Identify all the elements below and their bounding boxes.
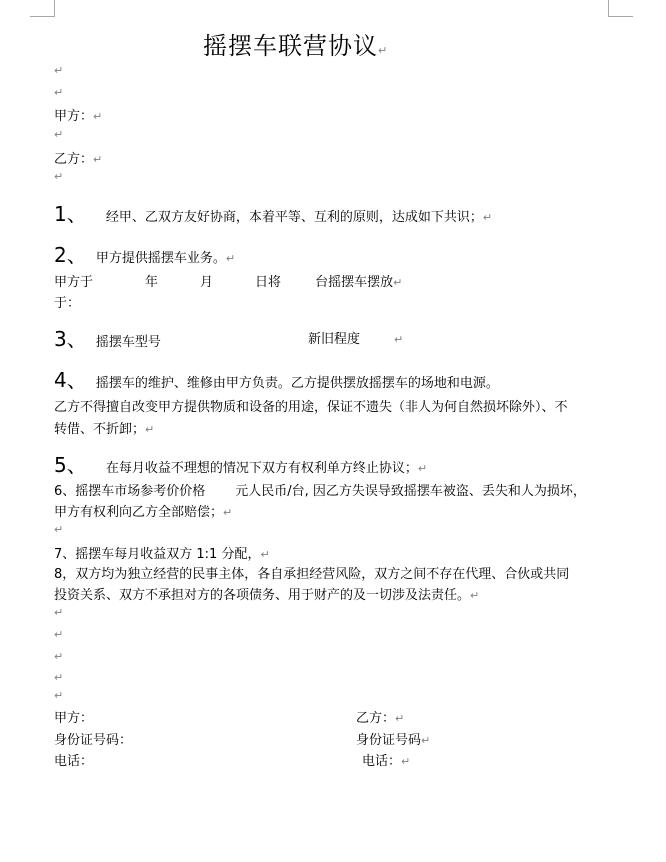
signature-phone-a: [54, 750, 93, 769]
paragraph-mark-icon: ↵: [54, 86, 64, 99]
clause-8-text-2: 投资关系、双方不承担对方的各项债务、用于财产的及一切涉及法责任。: [54, 588, 471, 603]
party-a-label: 甲方：: [54, 109, 94, 124]
clause-2-fill-text: 年: [145, 275, 159, 290]
party-b-line: [54, 148, 102, 167]
clause-2: [54, 239, 235, 268]
clause-6-text: 元人民币/台, 因乙方失误导致摇摆车被盗、丢失和人为损坏，: [235, 484, 586, 499]
clause-7-text: 7、摇摆车每月收益双方 1:1 分配，: [54, 547, 261, 562]
clause-2-text: 甲方提供摇摆车业务。: [95, 251, 226, 266]
clause-8: [54, 563, 569, 582]
clause-6: [54, 480, 586, 499]
clause-6-line-2: [54, 501, 232, 520]
clause-1-number: 1、: [54, 202, 87, 226]
clause-4: [54, 364, 499, 393]
page-corner-mark-right: [608, 0, 633, 17]
party-b-label: 乙方：: [54, 152, 94, 167]
paragraph-mark-icon: ↵: [93, 110, 103, 123]
paragraph-mark-icon: ↵: [395, 712, 405, 725]
paragraph-mark-icon: ↵: [470, 589, 480, 602]
document-title: [203, 26, 388, 61]
clause-6-text: 6、摇摆车市场参考价价格: [54, 484, 206, 499]
signature-party-a: [54, 707, 93, 726]
party-a-line: [54, 105, 102, 124]
clause-4-text: 摇摆车的维护、维修由甲方负责。乙方提供摆放摇摆车的场地和电源。: [95, 376, 499, 391]
clause-2-line-3: [54, 292, 80, 311]
clause-2-fill-text: 台摇摆车摆放: [315, 275, 394, 290]
paragraph-mark-icon: ↵: [54, 523, 64, 536]
signature-phone-b: [362, 750, 410, 769]
signature-id-a: [54, 729, 132, 748]
paragraph-mark-icon: ↵: [54, 170, 64, 183]
clause-3-text: 摇摆车型号: [95, 335, 161, 350]
paragraph-mark-icon: ↵: [54, 606, 64, 619]
clause-4-line-3: [54, 418, 154, 437]
signature-phone-a-label: 电话：: [54, 754, 94, 769]
clause-3: [54, 323, 161, 352]
clause-2-fill-text: 月: [200, 275, 214, 290]
signature-id-b: [356, 729, 430, 748]
clause-4-number: 4、: [54, 368, 87, 392]
clause-2-line-2: [54, 271, 402, 290]
clause-5-text: 在每月收益不理想的情况下双方有权利单方终止协议；: [105, 461, 418, 476]
signature-id-b-label: 身份证号码: [356, 733, 422, 748]
signature-party-b: [356, 707, 404, 726]
paragraph-mark-icon: ↵: [145, 423, 155, 436]
clause-8-line-2: [54, 584, 479, 603]
paragraph-mark-icon: ↵: [93, 153, 103, 166]
paragraph-mark-icon: ↵: [378, 44, 389, 57]
clause-4-text-2: 乙方不得擅自改变甲方提供物质和设备的用途，保证不遗失（非人为何自然损坏除外）、不: [54, 400, 568, 415]
clause-7: [54, 543, 270, 562]
signature-phone-b-label: 电话：: [362, 754, 402, 769]
clause-2-number: 2、: [54, 243, 87, 267]
paragraph-mark-icon: ↵: [54, 671, 64, 684]
paragraph-mark-icon: ↵: [260, 548, 270, 561]
paragraph-mark-icon: ↵: [54, 64, 64, 77]
clause-1: [54, 198, 492, 227]
clause-4-text-3: 转借、不折卸；: [54, 422, 146, 437]
clause-1-text: 经甲、乙双方友好协商，本着平等、互利的原则，达成如下共识；: [105, 210, 483, 225]
clause-5-number: 5、: [54, 453, 87, 477]
paragraph-mark-icon: ↵: [482, 211, 493, 224]
clause-6-text-2: 甲方有权利向乙方全部赔偿；: [54, 505, 224, 520]
clause-2-fill-text: 日将: [255, 275, 282, 290]
clause-5: [54, 449, 427, 478]
paragraph-mark-icon: ↵: [421, 734, 431, 747]
paragraph-mark-icon: ↵: [401, 755, 411, 768]
title-text: 摇摆车联营协议: [203, 32, 378, 60]
paragraph-mark-icon: ↵: [417, 462, 428, 475]
paragraph-mark-icon: ↵: [393, 276, 403, 289]
paragraph-mark-icon: ↵: [54, 628, 64, 641]
paragraph-mark-icon: ↵: [54, 650, 64, 663]
paragraph-mark-icon: ↵: [54, 689, 64, 702]
clause-2-fill-text: 甲方于: [54, 275, 94, 290]
clause-3-number: 3、: [54, 327, 87, 351]
signature-party-a-label: 甲方：: [54, 711, 94, 726]
paragraph-mark-icon: ↵: [223, 506, 233, 519]
paragraph-mark-icon: ↵: [394, 333, 404, 346]
clause-8-text: 8，双方均为独立经营的民事主体，各自承担经营风险，双方之间不存在代理、合伙或共同: [54, 567, 570, 582]
clause-3-condition: [308, 328, 403, 347]
paragraph-mark-icon: ↵: [54, 128, 64, 141]
signature-party-b-label: 乙方：: [356, 711, 396, 726]
page-corner-mark-left: [30, 0, 55, 17]
clause-3-text-2: 新旧程度: [308, 332, 361, 347]
signature-id-a-label: 身份证号码：: [54, 733, 133, 748]
clause-2-fill-text: 于：: [54, 296, 81, 311]
paragraph-mark-icon: ↵: [225, 252, 236, 265]
clause-4-line-2: [54, 396, 568, 415]
